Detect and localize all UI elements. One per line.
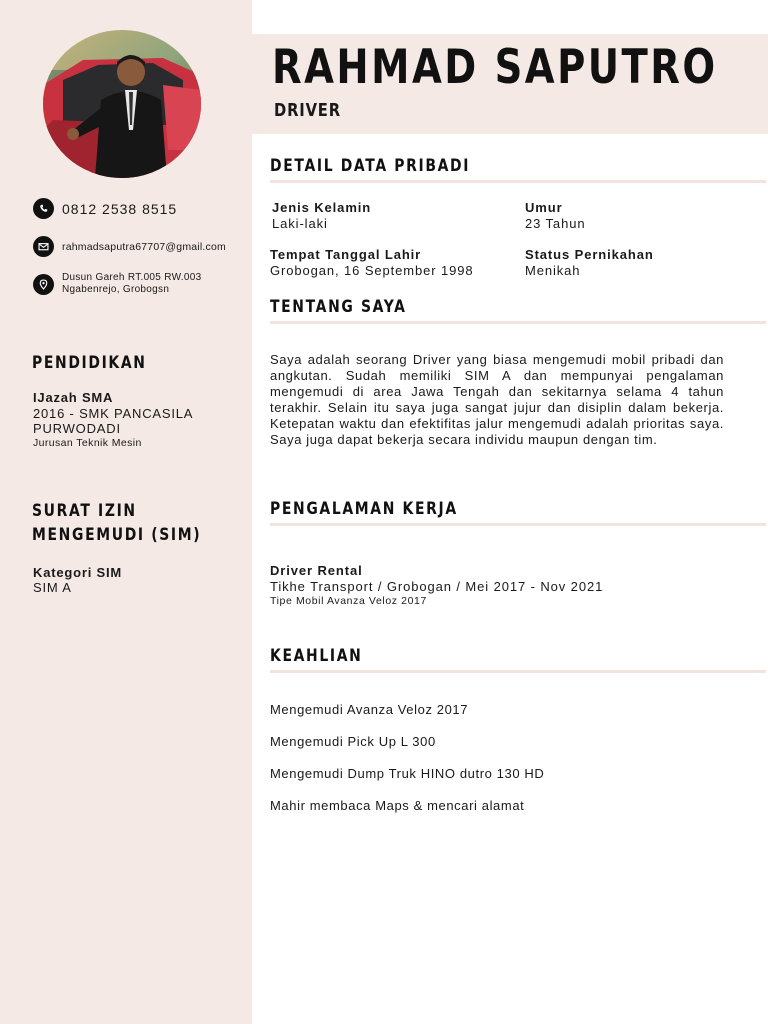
education-degree: IJazah SMA (33, 390, 114, 405)
education-school-line-2: PURWODADI (33, 421, 121, 436)
skills-heading: KEAHLIAN (270, 646, 363, 666)
education-major: Jurusan Teknik Mesin (33, 437, 142, 449)
marital-status-value: Menikah (525, 263, 581, 278)
skills-list (270, 702, 544, 830)
education-heading: PENDIDIKAN (32, 353, 147, 373)
section-divider (270, 180, 766, 183)
location-pin-icon (33, 274, 54, 295)
person-role: DRIVER (274, 100, 341, 121)
gender-label: Jenis Kelamin (272, 200, 372, 215)
license-category-label: Kategori SIM (33, 565, 123, 580)
license-heading-line-2: MENGEMUDI (SIM) (32, 525, 202, 545)
contact-email-row (33, 236, 226, 257)
age-value: 23 Tahun (525, 216, 586, 231)
address-line-2: Ngabenrejo, Grobogsn (62, 284, 170, 295)
mail-icon (33, 236, 54, 257)
about-heading: TENTANG SAYA (270, 297, 407, 317)
personal-details-heading: DETAIL DATA PRIBADI (270, 156, 471, 176)
address-line-1: Dusun Gareh RT.005 RW.003 (62, 272, 202, 283)
age-label: Umur (525, 200, 563, 215)
marital-status-label: Status Pernikahan (525, 247, 654, 262)
skill-item: Mengemudi Dump Truk HINO dutro 130 HD (270, 766, 545, 781)
birth-value: Grobogan, 16 September 1998 (270, 263, 474, 278)
contact-address-row (33, 272, 201, 296)
profile-photo (43, 30, 201, 178)
phone-number: 0812 2538 8515 (62, 200, 178, 217)
education-school-line-1: 2016 - SMK PANCASILA (33, 406, 194, 421)
skill-item: Mengemudi Avanza Veloz 2017 (270, 702, 469, 717)
section-divider (270, 321, 766, 324)
job-title: Driver Rental (270, 563, 363, 578)
experience-heading: PENGALAMAN KERJA (270, 499, 458, 519)
job-company: Tikhe Transport / Grobogan / Mei 2017 - Nov 2021 (270, 579, 604, 594)
license-category-value: SIM A (33, 580, 72, 595)
email-address: rahmadsaputra67707@gmail.com (62, 240, 226, 253)
gender-value: Laki-laki (272, 216, 328, 231)
birth-label: Tempat Tanggal Lahir (270, 247, 422, 262)
section-divider (270, 670, 766, 673)
home-address (62, 272, 201, 296)
section-divider (270, 523, 766, 526)
contact-phone-row (33, 198, 177, 219)
license-heading-line-1: SURAT IZIN (32, 501, 137, 521)
person-name: RAHMAD SAPUTRO (272, 40, 718, 95)
job-note: Tipe Mobil Avanza Veloz 2017 (270, 595, 427, 607)
skill-item: Mahir membaca Maps & mencari alamat (270, 798, 525, 813)
about-paragraph: Saya adalah seorang Driver yang biasa mengemudi mobil pribadi dan angkutan. Sudah memiliki SIM A dan mempunyai pengalaman mengemudi di area Jawa Tengah dan sekitarnya selama 4 tahun terakhir. Selain itu saya juga sangat jujur dan disiplin dalam bekerja. Ketepatan waktu dan efektifitas jalur mengemudi adalah prioritas saya. Saya juga dapat bekerja secara individu maupun dengan tim. (270, 352, 724, 447)
whatsapp-icon (33, 198, 54, 219)
skill-item: Mengemudi Pick Up L 300 (270, 734, 436, 749)
